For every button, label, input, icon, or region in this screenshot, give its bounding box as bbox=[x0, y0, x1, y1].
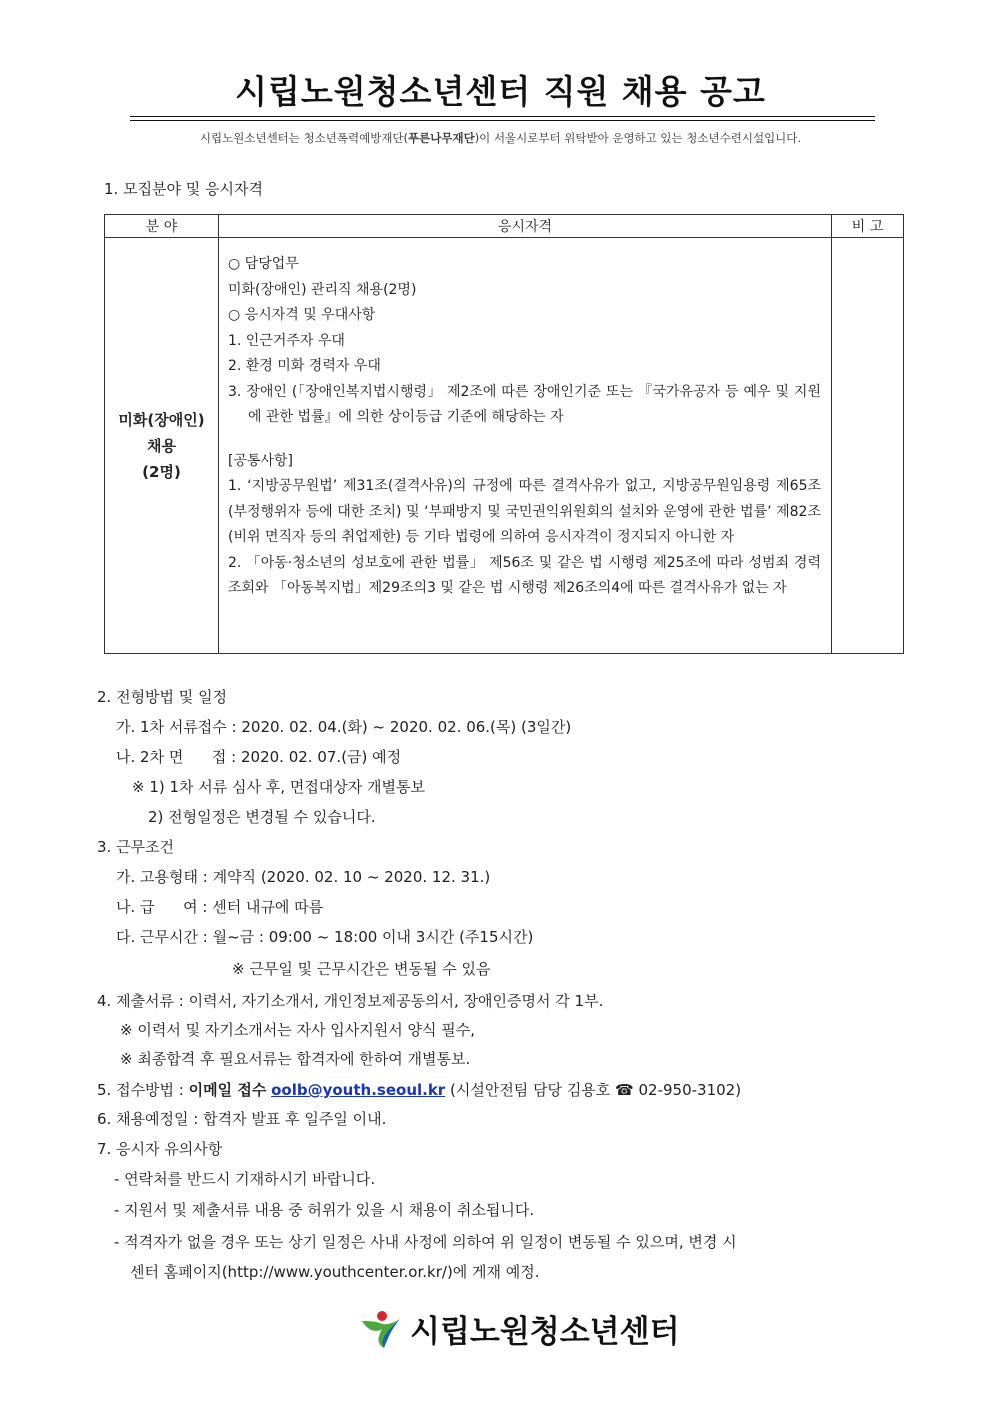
subtitle bbox=[0, 130, 1001, 146]
footer-logo bbox=[360, 1306, 680, 1351]
common-item: 1. ‘지방공무원법’ 제31조(결격사유)의 규정에 따른 결격사유가 없고, 지방공무원임용령 제65조(부정행위자 등에 대한 조치) 및 ‘부패방지 및 국민권익위원회의 설치와 운영에 관한 법률’ 제82조(비위 면직자 등의 취업제한) 등 기타 법령에 의하여 응시자격이 정지되지 아니한 자 bbox=[228, 478, 821, 545]
section-4-heading: 4. 제출서류 : 이력서, 자기소개서, 개인정보제공동의서, 장애인증명서 각 1부. bbox=[97, 992, 604, 1010]
section-5-method: 이메일 접수 bbox=[188, 1081, 267, 1099]
documents-note-2: ※ 최종합격 후 필요서류는 합격자에 한하여 개별통보. bbox=[120, 1050, 471, 1068]
footer-logo-text: 시립노원청소년센터 bbox=[410, 1314, 680, 1350]
page-title: 시립노원청소년센터 직원 채용 공고 bbox=[235, 72, 766, 111]
condition-employment: 가. 고용형태 : 계약직 (2020. 02. 10 ~ 2020. 12. 31.) bbox=[116, 868, 491, 886]
section-7-heading: 7. 응시자 유의사항 bbox=[97, 1140, 223, 1158]
condition-salary: 나. 급 여 : 센터 내규에 따름 bbox=[116, 898, 324, 916]
field-line-1: 미화(장애인) bbox=[118, 410, 205, 429]
common-heading: [공통사항] bbox=[228, 452, 294, 469]
qualification-table bbox=[104, 214, 904, 654]
field-line-3: (2명) bbox=[142, 462, 181, 481]
header-field: 분 야 bbox=[105, 215, 219, 238]
note-cell bbox=[832, 238, 904, 654]
section-3-heading: 3. 근무조건 bbox=[97, 838, 175, 856]
section-2-heading: 2. 전형방법 및 일정 bbox=[97, 688, 228, 706]
subtitle-foundation: 푸른나무재단 bbox=[408, 131, 475, 145]
notice-item-2: - 지원서 및 제출서류 내용 중 허위가 있을 시 채용이 취소됩니다. bbox=[114, 1201, 535, 1219]
notice-item-3: - 적격자가 없을 경우 또는 상기 일정은 사내 사정에 의하여 위 일정이 변동될 수 있으며, 변경 시 bbox=[114, 1233, 737, 1251]
schedule-interview: 나. 2차 면 접 : 2020. 02. 07.(금) 예정 bbox=[116, 748, 402, 766]
duty-heading: ○ 담당업무 bbox=[228, 256, 299, 272]
notice-item-3-cont: 센터 홈페이지(http://www.youthcenter.or.kr/)에 게재 예정. bbox=[130, 1263, 540, 1281]
preference-item: 3. 장애인 (「장애인복지법시행령」 제2조에 따른 장애인기준 또는 『국가유공자 등 예우 및 지원에 관한 법률』에 의한 상이등급 기준에 해당하는 자 bbox=[228, 383, 821, 425]
preference-heading: ○ 응시자격 및 우대사항 bbox=[228, 307, 376, 323]
schedule-note-2: 2) 전형일정은 변경될 수 있습니다. bbox=[148, 808, 376, 826]
duty-text: 미화(장애인) 관리직 채용(2명) bbox=[228, 281, 417, 298]
preference-item: 1. 인근거주자 우대 bbox=[228, 332, 345, 349]
section-5-contact: (시설안전팀 담당 김용호 ☎ 02-950-3102) bbox=[450, 1081, 742, 1099]
schedule-document: 가. 1차 서류접수 : 2020. 02. 04.(화) ~ 2020. 02. 06.(목) (3일간) bbox=[116, 718, 572, 736]
subtitle-pre: 시립노원소년센터는 청소년폭력예방재단( bbox=[199, 131, 409, 145]
schedule-note-1: ※ 1) 1차 서류 심사 후, 면접대상자 개별통보 bbox=[132, 778, 426, 796]
section-1-heading: 1. 모집분야 및 응시자격 bbox=[104, 180, 264, 198]
header-note: 비 고 bbox=[832, 215, 904, 238]
condition-note: ※ 근무일 및 근무시간은 변동될 수 있음 bbox=[232, 960, 491, 978]
title-rule-thin bbox=[130, 120, 875, 121]
field-cell bbox=[105, 238, 219, 654]
field-line-2: 채용 bbox=[147, 436, 176, 455]
condition-hours: 다. 근무시간 : 월~금 : 09:00 ~ 18:00 이내 3시간 (주15시간) bbox=[116, 928, 534, 946]
documents-note-1: ※ 이력서 및 자기소개서는 자사 입사지원서 양식 필수, bbox=[120, 1021, 476, 1039]
notice-item-1: - 연락처를 반드시 기재하시기 바랍니다. bbox=[114, 1170, 376, 1188]
section-6-line: 6. 채용예정일 : 합격자 발표 후 일주일 이내. bbox=[97, 1110, 387, 1128]
subtitle-post: )이 서울시로부터 위탁받아 운영하고 있는 청소년수련시설입니다. bbox=[474, 131, 802, 145]
title-rule-thick bbox=[130, 116, 875, 117]
section-5-prefix: 5. 접수방법 : bbox=[97, 1081, 189, 1099]
header-qualification: 응시자격 bbox=[219, 215, 832, 238]
qualification-cell bbox=[219, 238, 832, 654]
figure-logo-icon bbox=[360, 1309, 404, 1349]
preference-item: 2. 환경 미화 경력자 우대 bbox=[228, 358, 381, 374]
spacer bbox=[228, 431, 821, 449]
email-link[interactable]: oolb@youth.seoul.kr bbox=[271, 1081, 446, 1099]
section-5-line bbox=[97, 1079, 741, 1100]
common-item: 2. 「아동·청소년의 성보호에 관한 법률」 제56조 및 같은 법 시행령 제25조에 따라 성범죄 경력 조회와 「아동복지법」제29조의3 및 같은 법 시행령 제26조의4에 따른 결격사유가 없는 자 bbox=[228, 554, 821, 596]
